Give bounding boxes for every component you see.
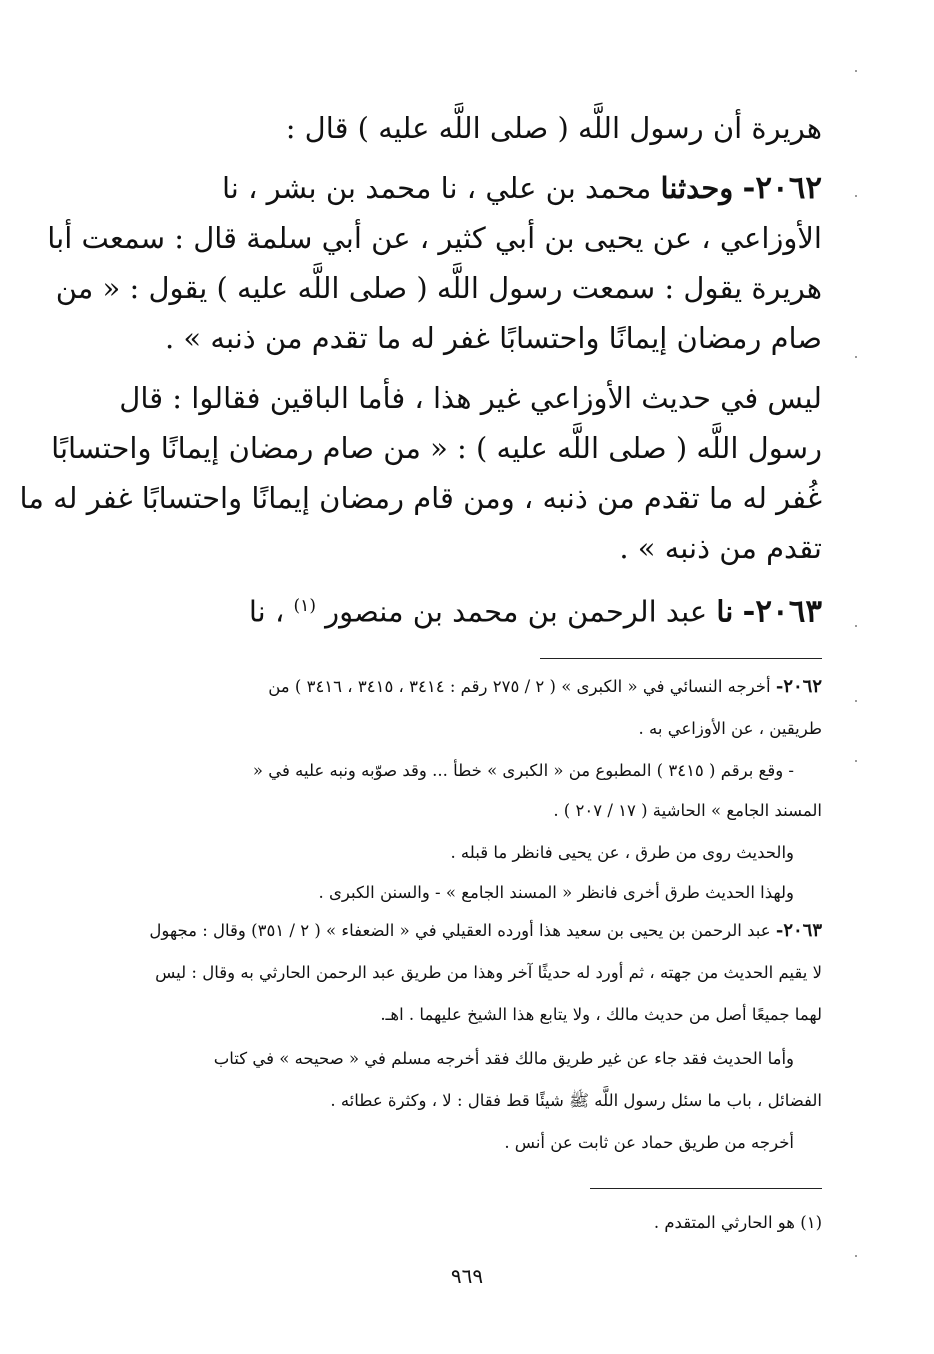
commentary-text: رسول اللَّه ( صلى اللَّه عليه ) : « من صام رمضان إيمانًا واحتسابًا bbox=[51, 431, 822, 465]
footnote-2062-line-5 bbox=[84, 842, 794, 864]
footnote-number: ٢٠٦٢- bbox=[775, 676, 822, 697]
commentary-line-3 bbox=[19, 478, 822, 518]
footnote-2063-line-6 bbox=[84, 1132, 794, 1154]
hadith-line-text: هريرة يقول : سمعت رسول اللَّه ( صلى اللَّه عليه ) يقول : « من bbox=[55, 271, 822, 305]
hadith-lead-word: نا bbox=[716, 594, 734, 629]
footnote-note-1 bbox=[112, 1212, 822, 1234]
footnote-2063-line-4 bbox=[84, 1048, 794, 1070]
footnote-marker: (١) bbox=[293, 596, 316, 616]
footnote-2062-line-6 bbox=[84, 882, 794, 904]
footnote-2062-line-4 bbox=[112, 800, 822, 822]
commentary-line-2 bbox=[51, 428, 822, 468]
scan-mark bbox=[855, 700, 857, 702]
footnote-2062-line-2 bbox=[112, 718, 822, 740]
footnote-2063-line-2 bbox=[112, 962, 822, 984]
commentary-text: تقدم من ذنبه » . bbox=[619, 531, 822, 565]
hadith-line-text: عبد الرحمن بن محمد بن منصور bbox=[325, 594, 708, 629]
hadith-line-text: محمد بن علي ، نا محمد بن بشر ، نا bbox=[221, 171, 652, 205]
footnote-2063-line-3 bbox=[112, 1004, 822, 1026]
main-text-line bbox=[112, 108, 822, 148]
footnote-text: والحديث روى من طرق ، عن يحيى فانظر ما قبله . bbox=[450, 843, 794, 862]
footnote-2063-line-5 bbox=[112, 1090, 822, 1112]
footnote-2063-line-1 bbox=[112, 920, 822, 942]
hadith-number: ٢٠٦٢- bbox=[742, 170, 822, 206]
footnote-text: عبد الرحمن بن يحيى بن سعيد هذا أورده العقيلي في « الضعفاء » ( ٢ / ٣٥١) وقال : مجهول bbox=[149, 921, 771, 940]
footnote-divider bbox=[540, 658, 822, 659]
scan-mark bbox=[855, 195, 857, 197]
hadith-2062-header-line bbox=[112, 168, 822, 208]
commentary-line-4 bbox=[112, 528, 822, 568]
hadith-line-end: ، نا bbox=[248, 594, 285, 629]
scan-mark bbox=[855, 760, 857, 762]
hadith-line-text: الأوزاعي ، عن يحيى بن أبي كثير ، عن أبي سلمة قال : سمعت أبا bbox=[47, 221, 822, 255]
scan-mark bbox=[855, 70, 857, 72]
footnote-text: الفضائل ، باب ما سئل رسول اللَّه ﷺ شيئًا قط فقال : لا ، وكثرة عطائه . bbox=[330, 1091, 822, 1110]
footnote-text: وأما الحديث فقد جاء عن غير طريق مالك فقد أخرجه مسلم في « صحيحه » في كتاب bbox=[213, 1049, 794, 1068]
hadith-line-text: صام رمضان إيمانًا واحتسابًا غفر له ما تقدم من ذنبه » . bbox=[165, 321, 822, 355]
page-number: ٩٦٩ bbox=[450, 1264, 484, 1288]
footnote-2062-line-3 bbox=[84, 760, 794, 782]
hadith-number: ٢٠٦٣- bbox=[742, 593, 822, 630]
footnote-2062-line-1 bbox=[112, 676, 822, 698]
hadith-2063-header-line bbox=[112, 586, 822, 632]
footnote-text: أخرجه النسائي في « الكبرى » ( ٢ / ٢٧٥ رقم : ٣٤١٤ ، ٣٤١٥ ، ٣٤١٦ ) من bbox=[268, 677, 771, 696]
hadith-lead-word: وحدثنا bbox=[660, 171, 734, 205]
scan-mark bbox=[855, 625, 857, 627]
footnote-text: - وقع برقم ( ٣٤١٥ ) المطبوع من « الكبرى » خطأ ... وقد صوّبه ونبه عليه في « bbox=[252, 761, 794, 780]
commentary-text: ليس في حديث الأوزاعي غير هذا ، فأما الباقين فقالوا : قال bbox=[119, 381, 822, 415]
hadith-2062-line-2 bbox=[47, 218, 822, 258]
footnote-note-divider bbox=[590, 1188, 822, 1189]
hadith-2062-line-3 bbox=[55, 268, 822, 308]
main-text-line-content: هريرة أن رسول اللَّه ( صلى اللَّه عليه ) قال : bbox=[285, 111, 822, 145]
footnote-text: طريقين ، عن الأوزاعي به . bbox=[638, 719, 822, 738]
commentary-text: غُفر له ما تقدم من ذنبه ، ومن قام رمضان إيمانًا واحتسابًا غفر له ما bbox=[19, 481, 822, 515]
footnote-number: ٢٠٦٣- bbox=[775, 920, 822, 941]
scan-mark bbox=[855, 356, 857, 358]
footnote-text: أخرجه من طريق حماد عن ثابت عن أنس . bbox=[504, 1133, 794, 1152]
scan-mark bbox=[855, 1255, 857, 1257]
footnote-text: لهما جميعًا أصل من حديث مالك ، ولا يتابع هذا الشيخ عليهما . اهـ. bbox=[380, 1005, 822, 1024]
hadith-2062-line-4 bbox=[112, 318, 822, 358]
commentary-line-1 bbox=[112, 378, 822, 418]
footnote-note-text: (١) هو الحارثي المتقدم . bbox=[653, 1213, 822, 1232]
footnote-text: لا يقيم الحديث من جهته ، ثم أورد له حديثًا آخر وهذا من طريق عبد الرحمن الحارثي به وقال : ليس bbox=[155, 963, 822, 982]
footnote-text: المسند الجامع » الحاشية ( ١٧ / ٢٠٧ ) . bbox=[553, 801, 822, 820]
footnote-text: ولهذا الحديث طرق أخرى فانظر « المسند الجامع » - والسنن الكبرى . bbox=[318, 883, 794, 902]
